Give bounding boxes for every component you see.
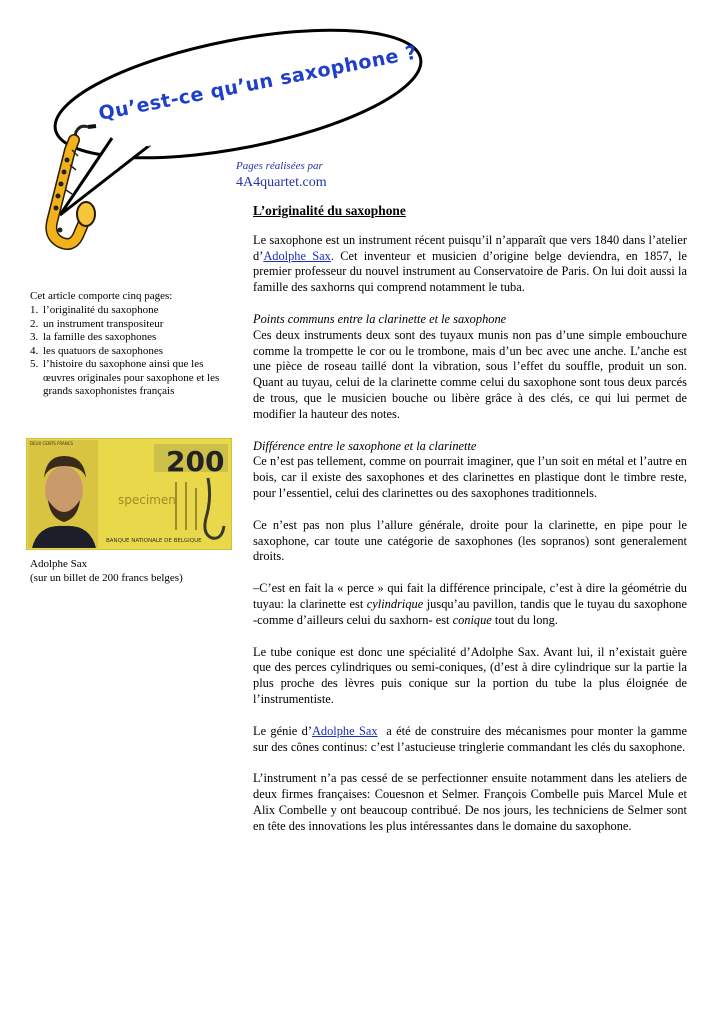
paragraph-genius: Le génie d’Adolphe Sax a été de construire des mécanismes pour monter la gamme sur des cônes continus: c’est l’astucieuse tringlerie commandant les clés du saxophone. [253,723,691,754]
banknote-corner-text: DEUX CENTS FRANCS [30,441,74,446]
section-common-points: Points communs entre la clarinette et le saxophone Ces deux instruments deux sont des tuyaux munis non pas d’une simple embouchure comme la trompette le cor ou le trombone, mais d’un bec avec une anche. L’anche est une pièce de roseau taillé dont la vibration, sous l’effet du souffle, produit un son. Quant au tuyau, celui de la clarinette comme celui du saxophone sont tous deux parcés de trous, que le musicien bouche ou libère grâce à des clés, ce qui lui permet de modifier la hauteur des notes. [253,311,687,421]
page-list-item: 3. la famille des saxophones [30,331,157,343]
page-title: Qu’est-ce qu’un saxophone ? [96,41,420,125]
banknote-value: 200 [166,445,225,478]
page-list-item: 5. l’histoire du saxophone ainsi que les œuvres originales pour saxophone et les grands saxophonistes français [30,358,220,397]
page-list-item: 1. l’originalité du saxophone [30,304,159,316]
article [253,203,691,851]
article-title: L’originalité du saxophone [253,203,406,218]
sidebar-intro: Cet article comporte cinq pages: [30,290,173,302]
banknote-image [26,438,232,550]
adolphe-sax-link[interactable]: Adolphe Sax [311,723,378,738]
paragraph-intro: Le saxophone est un instrument récent puisqu’il n’apparaît que vers 1840 dans l’atelier d’Adolphe Sax. Cet inventeur et musicien d’origine belge deviendra, en 1857, le premier professeur du nouvel instrument au Conservatoire de Paris. On lui doit aussi la famille des saxhorns qui comprend notamment le tuba. [253,232,687,295]
section-heading: Points communs entre la clarinette et le saxophone [253,311,507,326]
paragraph-bore: –C’est en fait la « perce » qui fait la différence principale, c’est à dire la géométrie du tuyau: la clarinette est cylindrique jusqu’au pavillon, tandis que le tuyau du saxophone -comme d’ailleurs celui du saxhorn- est conique tout du long. [253,581,687,627]
page-list [30,304,230,399]
credit-site: 4A4quartet.com [236,175,327,190]
section-differences: Différence entre le saxophone et la clarinette Ce n’est pas tellement, comme on pourrait imaginer, que l’un soit en métal et l’autre en bois, car il existe des saxophones et des clarinettes en plastique dont le timbre reste, pour l’essentiel, celui des clarinettes ou des saxophones traditionnels. [253,438,687,500]
paragraph-evolution: L’instrument n’a pas cessé de se perfectionner ensuite notamment dans les ateliers de deux firmes françaises: Couesnon et Selmer. François Combelle puis Marcel Mule et Alix Combelle y ont beaucoup contribué. De nos jours, les techniciens de Selmer sont en tête des innovations les plus intéressantes dans le domaine du saxophone. [253,771,687,833]
banknote-bank: BANQUE NATIONALE DE BELGIQUE [106,538,202,544]
image-caption: Adolphe Sax (sur un billet de 200 francs belges) [30,558,183,584]
page-list-item: 2. un instrument transpositeur [30,317,164,330]
paragraph-shape: Ce n’est pas non plus l’allure générale, droite pour la clarinette, en pipe pour le saxophone, car toute une catégorie de saxophones (les sopranos) sont generalement droits. [253,517,687,564]
adolphe-sax-link[interactable]: Adolphe Sax [263,248,331,263]
section-heading: Différence entre le saxophone et la clarinette [253,438,477,453]
credit-label: Pages réalisées par [236,160,323,172]
banknote-specimen: specimen [118,493,176,507]
paragraph-conical: Le tube conique est donc une spécialité d’Adolphe Sax. Avant lui, il n’existait guère que des perces cylindriques ou semi-coniques, (d’est à dire cylindrique sur la partie la plus proche des lèvres puis conique sur la portion du tube la plus éloignée de l’instrumentiste. [253,644,687,706]
page-list-item: 4. les quatuors de saxophones [30,344,164,357]
